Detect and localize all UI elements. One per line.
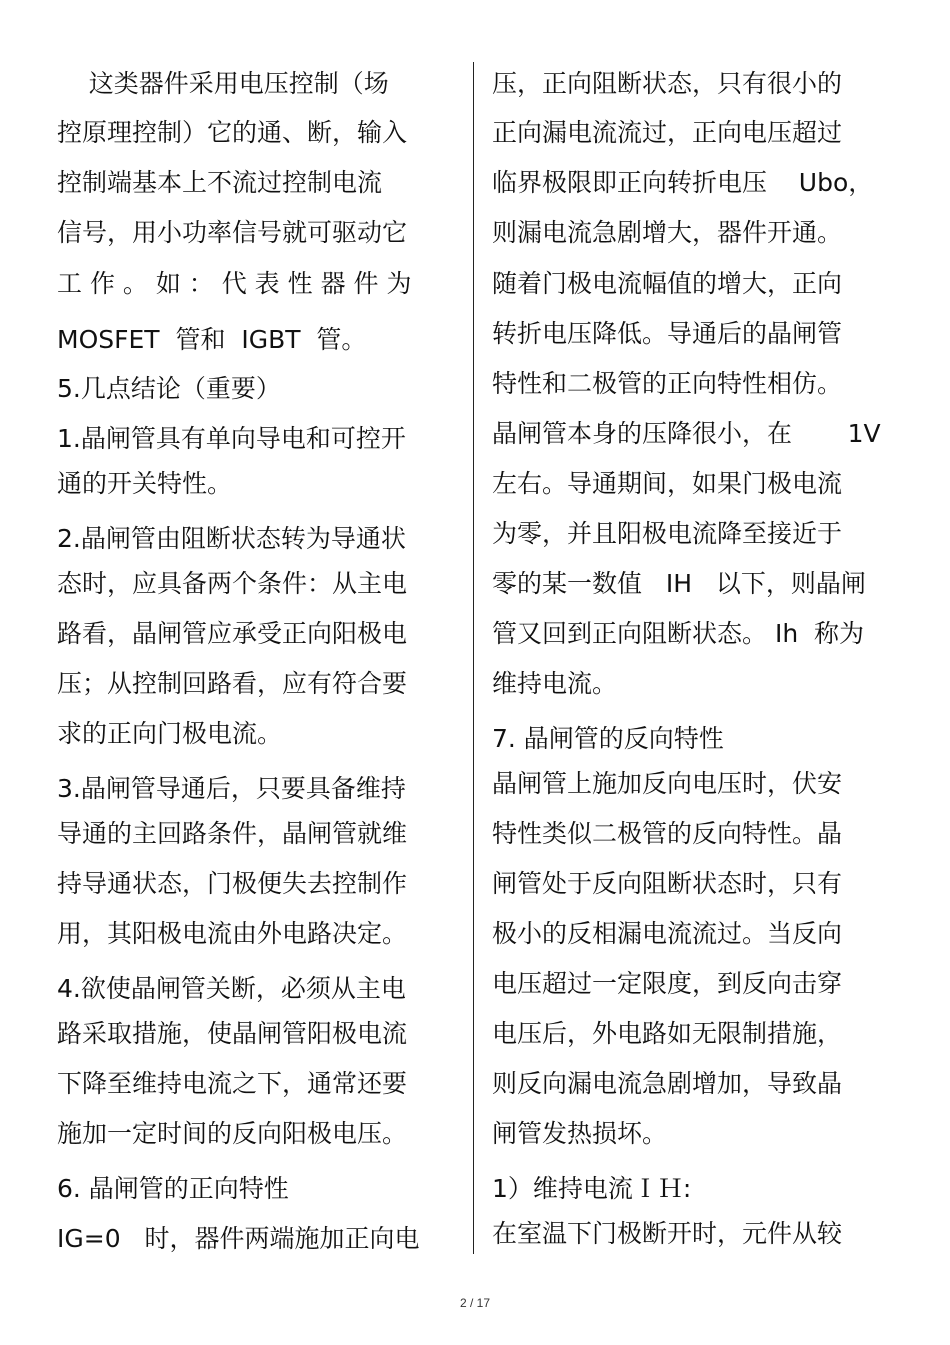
text-line: 导通的主回路条件，晶闸管就维 [57,819,408,848]
text-line: 左右。导通期间，如果门极电流 [492,469,843,498]
text-line: 工 作 。 如 ： 代 表 性 器 件 为 [57,269,412,298]
text-line: 下降至维持电流之下，通常还要 [57,1069,408,1098]
text-line: 通的开关特性。 [57,469,233,498]
text-line: 2.晶闸管由阻断状态转为导通状 [57,524,406,553]
text-line: 3.晶闸管导通后，只要具备维持 [57,774,406,803]
text-line: 闸管发热损坏。 [492,1119,668,1148]
section-heading: 6. 晶闸管的正向特性 [57,1174,289,1203]
text-line: 态时，应具备两个条件：从主电 [57,569,408,598]
text-line: 临界极限即正向转折电压 Ubo， [492,168,874,197]
section-heading: 7. 晶闸管的反向特性 [492,724,724,753]
text-line: 压；从控制回路看，应有符合要 [57,669,408,698]
text-line: 极小的反相漏电流流过。当反向 [492,919,843,948]
text-line: 压，正向阻断状态，只有很小的 [492,69,843,98]
text-line: 持导通状态，门极便失去控制作 [57,869,408,898]
text-line: 则漏电流急剧增大，器件开通。 [492,218,843,247]
text-line: 用，其阳极电流由外电路决定。 [57,919,408,948]
text-line: 随着门极电流幅值的增大，正向 [492,269,843,298]
text-line: MOSFET 管和 IGBT 管。 [57,325,367,354]
text-line: 晶闸管上施加反向电压时，伏安 [492,769,843,798]
text-line: 1.晶闸管具有单向导电和可控开 [57,424,406,453]
text-line: 晶闸管本身的压降很小，在 1V [492,419,881,448]
text-line: 控原理控制）它的通、断，输入 [57,118,408,147]
text-line: IG=0 时，器件两端施加正向电 [57,1224,420,1253]
text-line: 施加一定时间的反向阳极电压。 [57,1119,408,1148]
text-line: 管又回到正向阻断状态。 Ih 称为 [492,619,865,648]
text-line: 在室温下门极断开时，元件从较 [492,1219,843,1248]
page-number: 2 / 17 [459,1296,491,1310]
text-line: 求的正向门极电流。 [57,719,283,748]
text-line: 电压后，外电路如无限制措施， [492,1019,843,1048]
text-line: 转折电压降低。导通后的晶闸管 [492,319,843,348]
text-line: 4.欲使晶闸管关断，必须从主电 [57,974,406,1003]
text-line: 正向漏电流流过，正向电压超过 [492,118,843,147]
text-line: 特性和二极管的正向特性相仿。 [492,369,843,398]
section-heading: 1）维持电流ＩＨ: [492,1174,692,1203]
text-line: 信号，用小功率信号就可驱动它 [57,218,408,247]
text-line: 路看，晶闸管应承受正向阳极电 [57,619,408,648]
text-line: 路采取措施，使晶闸管阳极电流 [57,1019,408,1048]
section-heading: 5.几点结论（重要） [57,374,281,403]
text-line: 特性类似二极管的反向特性。晶 [492,819,843,848]
text-line: 闸管处于反向阻断状态时，只有 [492,869,843,898]
text-line: 维持电流。 [492,669,618,698]
text-line: 为零，并且阳极电流降至接近于 [492,519,843,548]
text-line: 则反向漏电流急剧增加，导致晶 [492,1069,843,1098]
text-line: 零的某一数值 IH 以下，则晶闸 [492,569,866,598]
text-line: 控制端基本上不流过控制电流 [57,168,383,197]
text-line: 这类器件采用电压控制（场 [57,69,389,98]
text-line: 电压超过一定限度，到反向击穿 [492,969,843,998]
column-divider [473,62,474,1254]
